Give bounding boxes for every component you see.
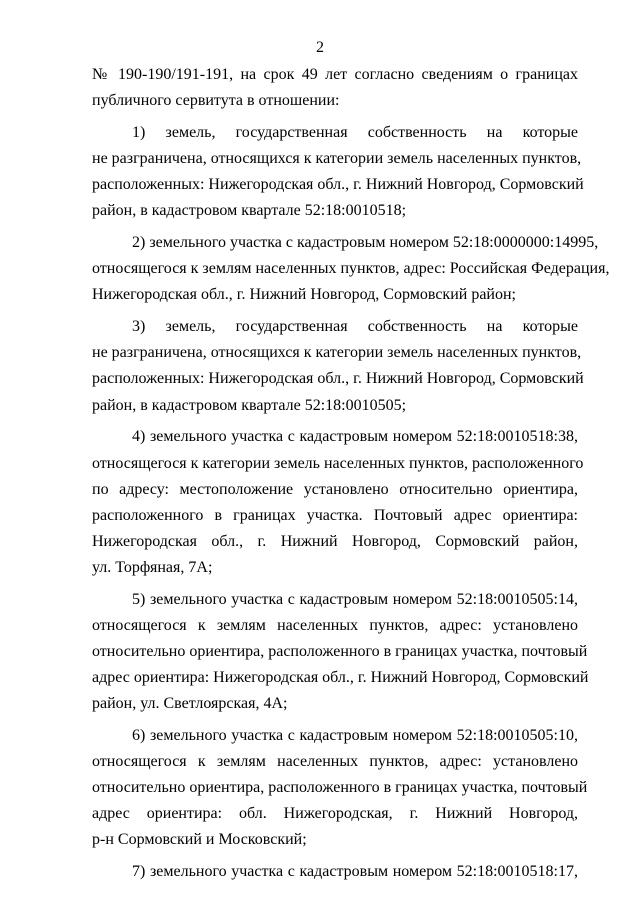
list-item-2 bbox=[92, 230, 610, 308]
text-line: расположенных: Нижегородская обл., г. Нижний Новгород, Сормовский bbox=[92, 370, 584, 388]
text-line: не разграничена, относящихся к категории земель населенных пунктов, bbox=[92, 344, 582, 362]
text-line: 4) земельного участка с кадастровым номером 52:18:0010518:38, bbox=[132, 428, 578, 446]
text-line: район, в кадастровом квартале 52:18:0010518; bbox=[92, 202, 407, 220]
text-line: относящегося к землям населенных пунктов, адрес: установлено bbox=[92, 753, 578, 771]
page-number: 2 bbox=[316, 39, 324, 56]
text-line: относительно ориентира, расположенного в границах участка, почтовый bbox=[92, 642, 588, 660]
text-line: не разграничена, относящихся к категории земель населенных пунктов, bbox=[92, 150, 582, 168]
text-line: адрес ориентира: обл. Нижегородская, г. Нижний Новгород, bbox=[92, 805, 578, 823]
list-item-5 bbox=[92, 587, 589, 717]
text-line: адрес ориентира: Нижегородская обл., г. Нижний Новгород, Сормовский bbox=[92, 669, 589, 687]
text-line: ул. Торфяная, 7А; bbox=[92, 558, 213, 576]
text-line: № 190-190/191-191, на срок 49 лет согласно сведениям о границах bbox=[92, 66, 578, 83]
list-item-6 bbox=[92, 723, 588, 853]
text-line: Нижегородская обл., г. Нижний Новгород, Сормовский район, bbox=[92, 532, 578, 550]
document-body bbox=[92, 62, 610, 885]
list-item-1 bbox=[92, 120, 584, 224]
text-line: район, ул. Светлоярская, 4А; bbox=[92, 695, 288, 713]
text-line: 5) земельного участка с кадастровым номером 52:18:0010505:14, bbox=[132, 590, 578, 608]
list-item-7 bbox=[92, 859, 578, 885]
text-line: относящегося к землям населенных пунктов, адрес: установлено bbox=[92, 616, 578, 634]
text-line: 7) земельного участка с кадастровым номером 52:18:0010518:17, bbox=[132, 863, 578, 881]
text-line: относительно ориентира, расположенного в границах участка, почтовый bbox=[92, 779, 588, 797]
text-line: 3) земель, государственная собственность на которые bbox=[132, 318, 578, 336]
text-line: относящегося к категории земель населенных пунктов, расположенного bbox=[92, 454, 584, 472]
text-line: 2) земельного участка с кадастровым номером 52:18:0000000:14995, bbox=[132, 234, 599, 252]
list-item-4 bbox=[92, 424, 584, 581]
text-line: Нижегородская обл., г. Нижний Новгород, Сормовский район; bbox=[92, 286, 516, 304]
list-item-3 bbox=[92, 314, 584, 418]
text-line: 6) земельного участка с кадастровым номером 52:18:0010505:10, bbox=[132, 727, 578, 745]
text-line: расположенного в границах участка. Почтовый адрес ориентира: bbox=[92, 506, 578, 524]
text-line: по адресу: местоположение установлено относительно ориентира, bbox=[92, 480, 578, 498]
text-line: р-н Сормовский и Московский; bbox=[92, 831, 307, 849]
text-line: 1) земель, государственная собственность на которые bbox=[132, 123, 578, 141]
text-line: расположенных: Нижегородская обл., г. Нижний Новгород, Сормовский bbox=[92, 176, 584, 194]
text-line: район, в кадастровом квартале 52:18:0010505; bbox=[92, 396, 407, 414]
text-line: относящегося к землям населенных пунктов, адрес: Российская Федерация, bbox=[92, 260, 610, 278]
text-line: публичного сервитута в отношении: bbox=[92, 92, 340, 110]
intro-paragraph bbox=[92, 62, 578, 114]
